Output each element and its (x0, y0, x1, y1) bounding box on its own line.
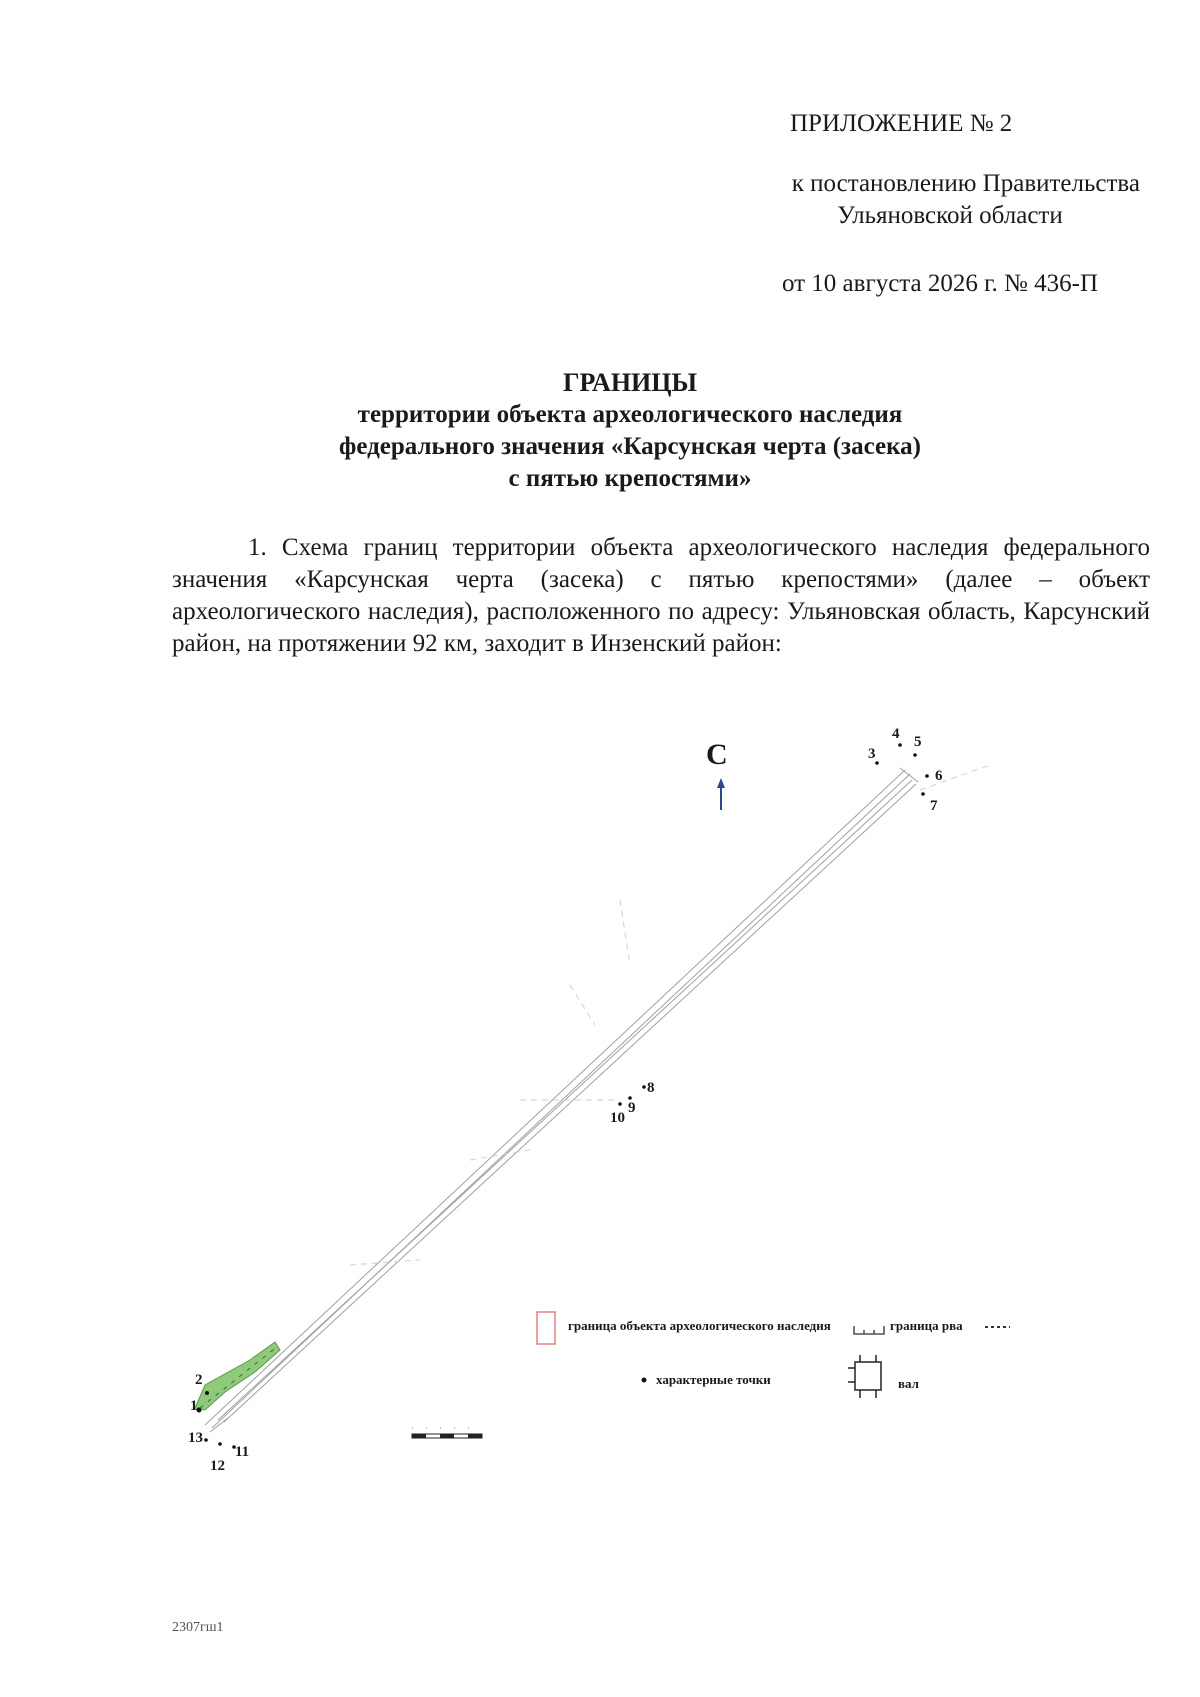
point-label-12: 12 (210, 1458, 225, 1474)
north-arrow-head (717, 778, 725, 788)
point-label-2: 2 (195, 1372, 203, 1388)
resolution-date-number: от 10 августа 2026 г. № 436-П (781, 270, 1099, 297)
point-label-1: 1 (190, 1398, 198, 1414)
footer-code: 2307гш1 (172, 1620, 224, 1635)
legend-points-label: характерные точки (656, 1372, 771, 1387)
appendix-label: ПРИЛОЖЕНИЕ № 2 (790, 110, 1013, 137)
doc-title-line-2: территории объекта археологического наследия (357, 401, 903, 428)
point-label-6: 6 (935, 768, 943, 784)
auxiliary-lines (350, 765, 990, 1265)
legend-boundary-swatch (537, 1312, 555, 1344)
legend-rampart-symbol (848, 1355, 881, 1398)
legend-points-symbol (642, 1378, 647, 1383)
characteristic-points (197, 743, 929, 1449)
description-text: 1. Схема границ территории объекта археологического наследия федерального значения «Карсунская черта (засека) с пятью крепостями» (далее – объект археологического наследия), расположенного по адресу: Ульяновская область, Карсунский район, на протяжении 92 км, заходит в Инзенский район: (172, 534, 1150, 657)
doc-title-line-4: с пятью крепостями» (508, 465, 752, 492)
point-label-5: 5 (914, 734, 922, 750)
point-label-13: 13 (188, 1430, 203, 1446)
north-label: С (706, 738, 728, 771)
point-label-4: 4 (892, 726, 900, 742)
point-label-10: 10 (610, 1110, 625, 1126)
doc-title-main: ГРАНИЦЫ (562, 368, 698, 397)
legend-boundary-label: граница объекта археологического наследия (568, 1318, 831, 1333)
point-label-11: 11 (235, 1444, 250, 1460)
resolution-line-2: Ульяновской области (837, 202, 1063, 229)
doc-title-line-3: федерального значения «Карсунская черта (засека) (339, 433, 921, 460)
point-label-8: 8 (647, 1080, 655, 1096)
resolution-line-1: к постановлению Правительства (791, 170, 1140, 197)
point-label-9: 9 (628, 1100, 636, 1116)
legend-moat-symbol (854, 1326, 884, 1334)
legend-rampart-label: вал (898, 1376, 919, 1391)
point-label-3: 3 (868, 746, 876, 762)
point-label-7: 7 (930, 798, 938, 814)
scale-bar (412, 1428, 482, 1438)
legend-moat-label: граница рва (890, 1318, 963, 1333)
